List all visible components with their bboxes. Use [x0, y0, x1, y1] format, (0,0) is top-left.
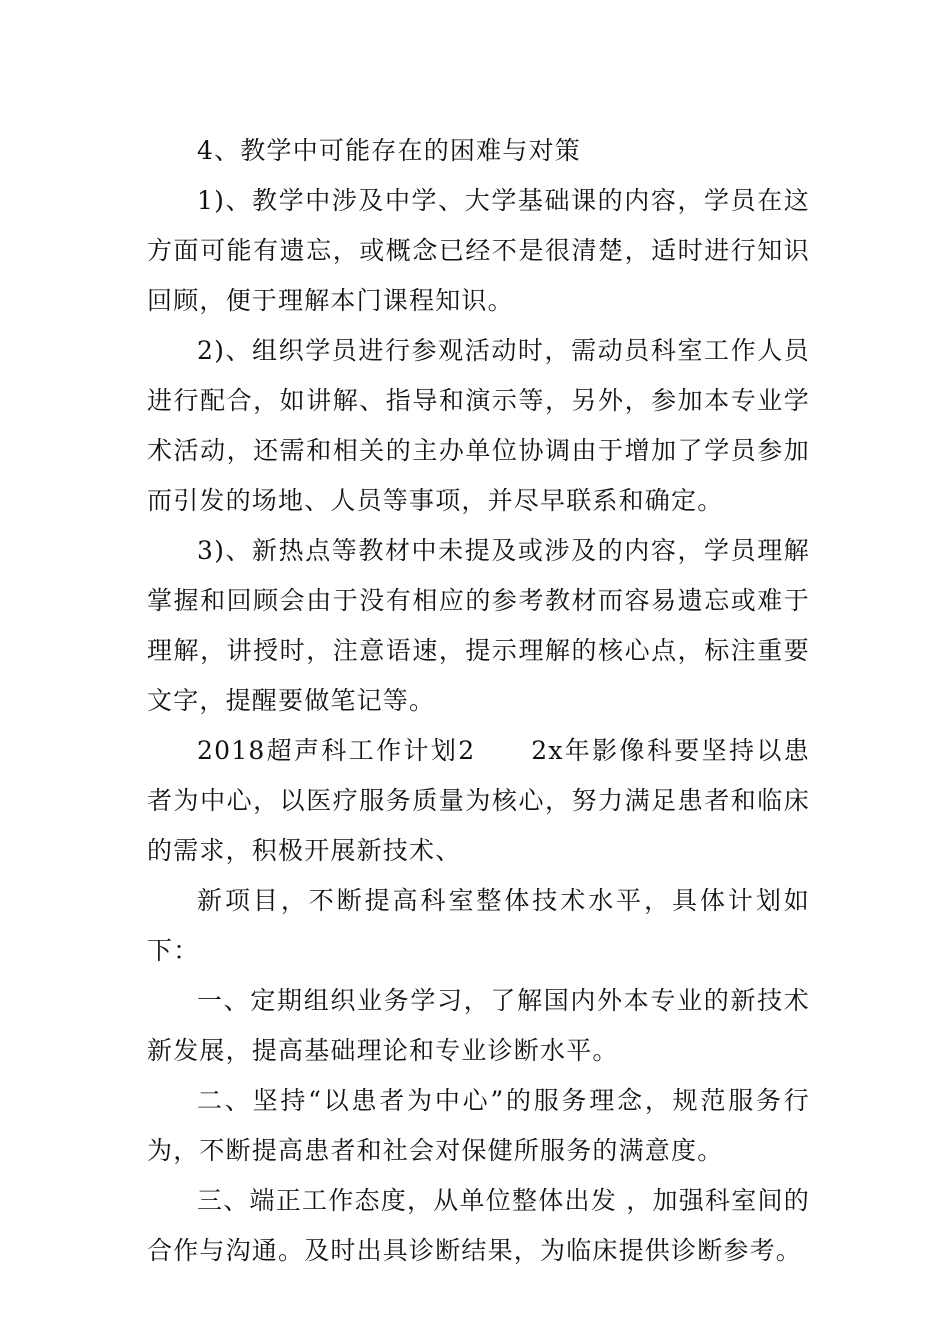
paragraph-heading-difficulties: 4、教学中可能存在的困难与对策	[197, 136, 581, 165]
paragraph-item-3: 3)、新热点等教材中未提及或涉及的内容，学员理解掌握和回顾会由于没有相应的参考教材而容易遗忘或难于理解，讲授时，注意语速，提示理解的核心点，标注重要文字，提醒要做笔记等。	[147, 536, 810, 715]
paragraph-item-1: 1)、教学中涉及中学、大学基础课的内容，学员在这方面可能有遗忘，或概念已经不是很清楚，适时进行知识回顾，便于理解本门课程知识。	[147, 186, 810, 315]
paragraph-plan-point-1: 一、定期组织业务学习，了解国内外本专业的新技术新发展，提高基础理论和专业诊断水平。	[147, 986, 810, 1065]
paragraph-item-2: 2)、组织学员进行参观活动时，需动员科室工作人员进行配合，如讲解、指导和演示等，另外，参加本专业学术活动，还需和相关的主办单位协调由于增加了学员参加而引发的场地、人员等事项，并尽早联系和确定。	[147, 336, 810, 515]
paragraph-plan-point-3: 三、端正工作态度，从单位整体出发 ，加强科室间的合作与沟通。及时出具诊断结果，为临床提供诊断参考。	[147, 1186, 810, 1265]
paragraph-plan-point-2: 二、坚持“以患者为中心”的服务理念，规范服务行为，不断提高患者和社会对保健所服务的满意度。	[147, 1086, 810, 1165]
paragraph-plan-continued: 新项目，不断提高科室整体技术水平，具体计划如下：	[147, 886, 810, 965]
paragraph-plan-intro: 2018超声科工作计划2 2x年影像科要坚持以患者为中心，以医疗服务质量为核心，努力满足患者和临床的需求，积极开展新技术、	[147, 736, 810, 865]
